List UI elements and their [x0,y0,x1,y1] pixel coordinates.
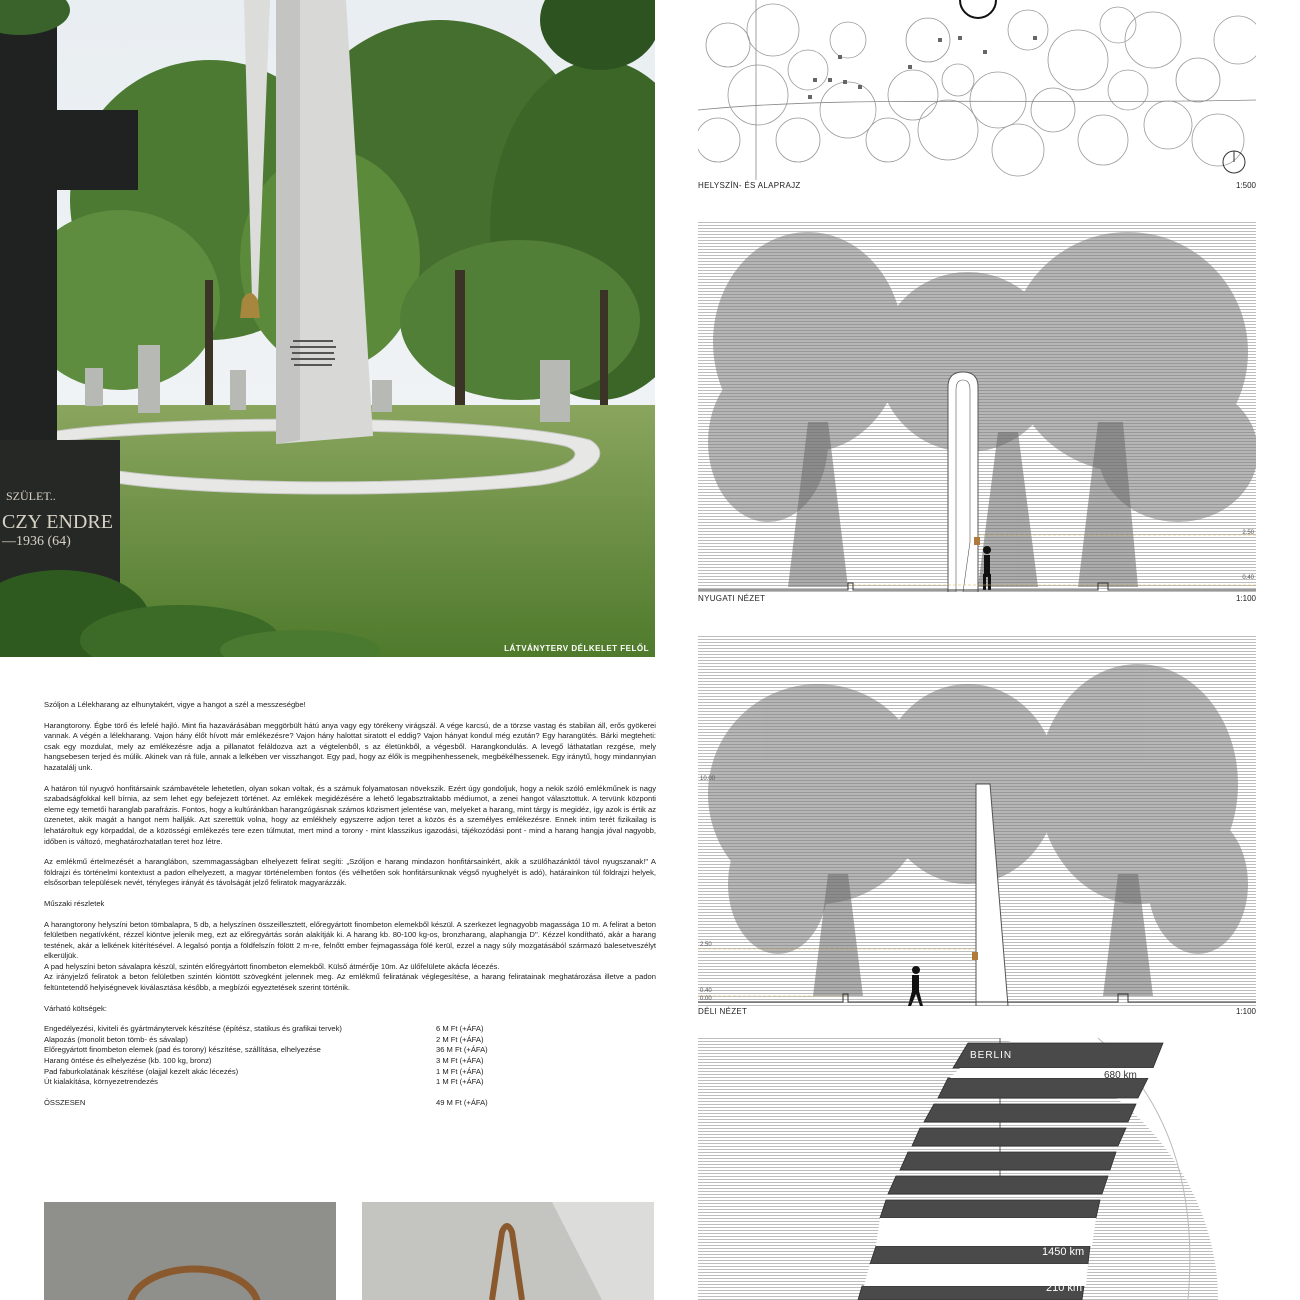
paragraph-3: Az emlékmű értelmezését a haranglábon, szemmagasságban elhelyezett felirat segíti: „Szóljon e harang mindazon honfitársainkért, akik a szülőhazánktól távol nyugszanak!" A földrajzi és történelmi kontextust a padon elhelyezett, a magyar történelemben fontos (és vélhetően sok honfitársunknak végső nyughelyét is adó), határainkon túl földrajzi helyek, elsősorban települések nevét, tényleges irányát és távolságát jelző feliratok magyarázzák. [44,857,656,888]
bench-distance-london: 1450 km [1042,1246,1085,1258]
south-level-b: 0.40 [700,988,712,994]
tombstone-line-2: CZY ENDRE [2,511,113,533]
site-plan-scale: 1:500 [1235,181,1256,190]
cost-row: Pad faburkolatának készítése (olajjal kezelt akác lécezés) 1 M Ft (+ÁFA) [44,1066,484,1076]
paragraph-6: Az irányjelző feliratok a beton felületben szintén kiöntött szövegként jelennek meg. Az emlékmű feliratának véglegesítése, a harang feliratainak meghatározása illetve a padon feltüntetendő helyiségnevek kiválasztása később, a megbízói egyeztetések szerint történik. [44,972,656,993]
photo-caption: LÁTVÁNYTERV DÉLKELET FELŐL [504,644,649,653]
bench-detail-drawing [698,1038,1256,1300]
bench-place-berlin: BERLIN [970,1050,1013,1061]
south-view-scale: 1:100 [1235,1007,1256,1016]
detail-photo-bell-loop [362,1202,654,1300]
description-text [44,700,656,1108]
detail-photo-bell-ring [44,1202,336,1300]
intro-line: Szóljon a Lélekharang az elhunytakért, vigye a hangot a szél a messzeségbe! [44,700,306,709]
south-level-c: 0.00 [700,996,712,1002]
south-level-a: 2.50 [700,942,712,948]
west-level-b: 0.40 [1242,575,1254,581]
cost-row: Előregyártott finombeton elemek (pad és torony) készítése, szállítása, elhelyezése 36 M Ft (+ÁFA) [44,1045,488,1055]
cost-total-row: ÖSSZESEN 49 M Ft (+ÁFA) [44,1097,488,1107]
paragraph-1: Harangtorony. Égbe törő és lefelé hajló. Mint fia hazavárásában meggörbült hátú anya vagy egy törékeny virágszál. A vége karcsú, de a törzse vastag és stabilan áll, erős gyökerei vannak. A végén a lélekharang. Vajon hány élőt hívott már emlékezésre? Vajon hány halottat siratott el eddig? Vajon hányat kondul még ezután? Egy harangütés. Bárki megteheti: csak egy mozdulat, mely az emlékezésre adja a pillanatot feláldozva azt a végtelenből, s az életünkből, a végesből. Harangkondulás. A levegő láthatatlan rezgése, mely hangsebesen terjed és múlik. Akinek van rá füle, annak a lelkében ver visszhangot. Egy pad, hogy az élők is megpihenhessenek, megbékélhessenek. Egy iránytű, hogy mindannyian hazatalálj unk. [44,720,656,772]
west-view-drawing [698,222,1256,592]
bench-distance-berlin: 680 km [1104,1070,1137,1081]
cost-list [44,1024,656,1108]
bench-distance-becs: 210 km [1046,1282,1083,1294]
cost-row: Út kialakítása, környezetrendezés 1 M Ft (+ÁFA) [44,1077,484,1087]
site-plan-drawing [698,0,1256,180]
south-level-top: 10.00 [700,776,716,782]
main-render-photo [0,0,655,657]
south-view-drawing [698,634,1256,1006]
south-view-label: DÉLI NÉZET [698,1007,748,1016]
cost-row: Alapozás (monolit beton tömb- és sávalap) 2 M Ft (+ÁFA) [44,1034,484,1044]
paragraph-4: A harangtorony helyszíni beton tömbalapra, 5 db, a helyszínen összeillesztett, előregyártott finombeton elemekből készül. A szerkezet legnagyobb magassága 10 m. A felirat a beton felületben negatívként, rézzel kiöntve jelenik meg, ezt az előregyártás során alakítják ki. A harang kb. 80-100 kg-os, bronzharang, alaphangja D''. Kézzel kondítható, akár a harang testének, akár a lelkének kitérítésével. A legalsó pontja a földfelszín fölött 2 m-re, felnőtt ember fejmagassága fölé kerül, ezzel a nagy súly mozgatásából származó balesetveszélyt elkerüljük. [44,919,656,961]
west-view-scale: 1:100 [1235,594,1256,603]
tombstone-line-3: —1936 (64) [2,534,71,549]
west-level-a: 2.50 [1242,530,1254,536]
west-view-label: NYUGATI NÉZET [698,594,766,603]
costs-heading: Várható költségek: [44,1003,107,1013]
bench-place-london: LONDON [878,1236,932,1248]
paragraph-2: A határon túl nyugvó honfitársaink számbavétele lehetetlen, olyan sokan voltak, és a számuk folyamatosan növekszik. Ezért úgy gondoljuk, hogy a nekik szóló emlékműnek is nagy szabadságfokkal kell bírnia, az sem lehet egy befejezett történet. Az emlékek megidézésére a lehető legabsztraktabb médiumot, a zenei hangot választottuk. A tervünk központi eleme egy temetői haranglab parafrázis. Fontos, hogy a kultúránkban harangzúgásnak számos közismert jelentése van, melyeket a harang, mint tárgy is megidéz, így azok is értik az üzenetet, akik magát a hangot nem hallják. Azt szerettük volna, hogy az emlékhely egyszerre adjon teret a közös és a személyes emlékezésre. Ennek intim terét fizikailag is lehatároltuk egy körpaddal, de a közösségi emlékezés tere ezen túlmutat, mert mind a torony - mint klasszikus igazodási, tájékozódási pont - mind a harang hangja jóval nagyobb, időben is változó, meghatározhatatlan teret hoz létre. [44,783,656,846]
cost-row: Harang öntése és elhelyezése (kb. 100 kg, bronz) 3 M Ft (+ÁFA) [44,1056,484,1066]
cost-row: Engedélyezési, kiviteli és gyártmánytervek készítése (építész, statikus és grafikai tervek) 6 M Ft (+ÁFA) [44,1024,484,1034]
site-plan-label: HELYSZÍN- ÉS ALAPRAJZ [698,181,801,190]
tombstone-line-1: SZÜLET.. [6,489,56,503]
paragraph-5: A pad helyszíni beton sávalapra készül, szintén előregyártott finombeton elemekből. Külső átmérője 10m. Az ülőfelülete akácfa lécezés. [44,961,500,971]
bench-place-becs: BéCS [866,1272,899,1284]
tech-heading: Műszaki részletek [44,898,105,908]
